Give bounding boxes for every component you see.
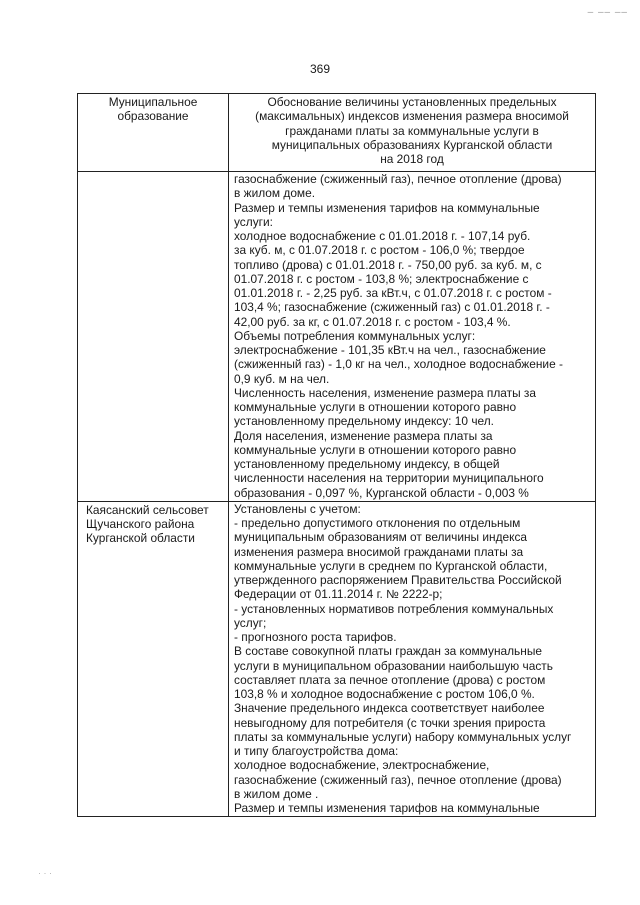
justification-text-line: Размер и темпы изменения тарифов на коммунальные: [234, 200, 540, 215]
scan-bottom-mark: · · ·: [38, 868, 52, 878]
table-row: [78, 172, 596, 502]
justification-text-line: 103,8 % и холодное водоснабжение с ростом 106,0 %.: [234, 687, 535, 701]
justification-text-line: Значение предельного индекса соответствует наиболее: [234, 701, 545, 716]
justification-text-line: коммунальные услуги в отношении которого равно: [234, 400, 517, 414]
header-text-line: образование: [117, 109, 189, 124]
justification-table: [77, 93, 596, 817]
justification-text-line: Федерации от 01.11.2014 г. № 2222-р;: [234, 587, 443, 602]
justification-text-line: В составе совокупной платы граждан за коммунальные: [234, 644, 542, 659]
page-number: 369: [309, 62, 331, 76]
justification-text-line: установленному предельному индексу: 10 чел.: [234, 414, 494, 429]
justification-text-line: установленному предельному индексу, в общей: [234, 457, 500, 471]
justification-text-line: составляет плата за печное отопление (дрова) с ростом: [234, 672, 546, 687]
justification-text-line: газоснабжение (сжиженный газ), печное отопление (дрова): [234, 172, 562, 186]
justification-text-line: электроснабжение - 101,35 кВт.ч на чел., газоснабжение: [234, 343, 546, 357]
justification-text-line: услуги:: [234, 214, 273, 229]
justification-text-line: коммунальные услуги в среднем по Курганской области,: [234, 558, 548, 573]
municipality-cell: [78, 501, 229, 817]
justification-text-line: Доля населения, изменение размера платы за: [234, 428, 493, 443]
justification-text-line: холодное водоснабжение с 01.01.2018 г. - 107,14 руб.: [234, 229, 531, 243]
justification-text-line: - предельно допустимого отклонения по отдельным: [234, 516, 521, 530]
justification-text-line: Объемы потребления коммунальных услуг:: [234, 328, 476, 343]
justification-text-line: невыгодному для потребителя (с точки зрения прироста: [234, 715, 546, 730]
justification-cell: [229, 501, 596, 817]
justification-text-line: услуг;: [234, 615, 267, 630]
justification-text-line: образования - 0,097 %, Курганской области - 0,003 %: [234, 485, 529, 500]
header-text-line: на 2018 год: [380, 152, 444, 166]
justification-text-line: 42,00 руб. за кг, с 01.07.2018 г. с ростом - 103,4 %.: [234, 314, 511, 329]
justification-text-line: холодное водоснабжение, электроснабжение,: [234, 758, 490, 773]
table-header-row: [78, 94, 596, 172]
municipality-cell: [78, 172, 229, 502]
justification-text-line: изменения размера вносимой гражданами платы за: [234, 544, 524, 559]
header-text-line: Обоснование величины установленных предельных: [267, 95, 557, 109]
justification-text-line: газоснабжение (сжиженный газ), печное отопление (дрова): [234, 772, 562, 787]
justification-text-line: топливо (дрова) с 01.01.2018 г. - 750,00 руб. за куб. м, с: [234, 257, 542, 272]
justification-text-line: 01.01.2018 г. - 2,25 руб. за кВт.ч, с 01.07.2018 г. с ростом -: [234, 286, 552, 300]
header-text-line: муниципальных образованиях Курганской области: [271, 137, 553, 152]
justification-text-line: 0,9 куб. м на чел.: [234, 371, 330, 386]
header-text-line: (максимальных) индексов изменения размера вносимой: [255, 109, 569, 124]
justification-text-line: платы за коммунальные услуги) набору коммунальных услуг: [234, 729, 572, 744]
justification-text-line: в жилом доме .: [234, 786, 319, 801]
header-text-line: гражданами платы за коммунальные услуги в: [285, 123, 539, 138]
justification-text-line: за куб. м, с 01.07.2018 г. с ростом - 106,0 %; твердое: [234, 243, 525, 258]
justification-text-line: Численность населения, изменение размера платы за: [234, 385, 536, 400]
justification-text-line: коммунальные услуги в отношении которого равно: [234, 442, 517, 457]
justification-text-line: муниципальным образованиям от величины индекса: [234, 530, 528, 545]
justification-text-line: 103,4 %; газоснабжение (сжиженный газ) с 01.01.2018 г. -: [234, 300, 550, 315]
municipality-text-line: Курганской области: [86, 531, 195, 546]
justification-text-line: в жилом доме.: [234, 186, 316, 201]
justification-text-line: услуги в муниципальном образовании наибольшую часть: [234, 658, 553, 673]
justification-text-line: Размер и темпы изменения тарифов на коммунальные: [234, 801, 540, 815]
justification-text-line: - прогнозного роста тарифов.: [234, 630, 397, 644]
municipality-text-line: Щучанского района: [86, 517, 195, 531]
header-municipality: [78, 94, 229, 172]
table-row: [78, 501, 596, 817]
municipality-text-line: Каясанский сельсовет: [86, 502, 209, 517]
justification-text-line: утвержденного распоряжением Правительства Российской: [234, 573, 562, 587]
header-justification: [229, 94, 596, 172]
justification-text-line: - установленных нормативов потребления коммунальных: [234, 601, 554, 616]
justification-cell: [229, 172, 596, 502]
header-text-line: Муниципальное: [108, 95, 198, 109]
scan-corner-mark: – –– ––: [587, 7, 628, 18]
justification-text-line: Установлены с учетом:: [234, 501, 361, 516]
justification-text-line: 01.07.2018 г. с ростом - 103,8 %; электроснабжение с: [234, 271, 529, 286]
justification-text-line: (сжиженный газ) - 1,0 кг на чел., холодное водоснабжение -: [234, 357, 563, 372]
justification-text-line: и типу благоустройства дома:: [234, 744, 399, 758]
justification-text-line: численности населения на территории муниципального: [234, 471, 544, 486]
